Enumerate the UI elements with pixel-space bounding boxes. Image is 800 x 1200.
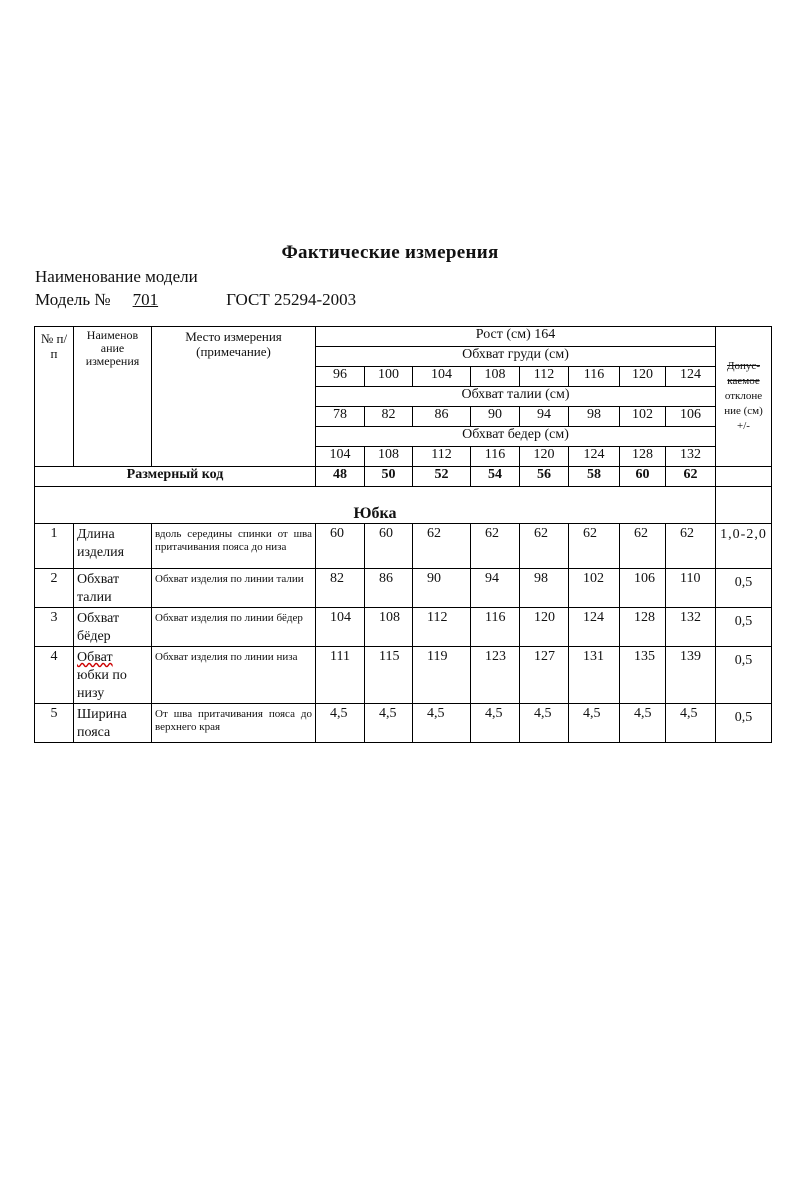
row-name: Обхват талии [74,569,152,608]
table-row [35,569,772,608]
row-value: 4,5 [413,704,471,743]
hips-value: 112 [413,447,471,467]
row-value: 62 [413,524,471,569]
model-no-label: Модель № [35,290,111,309]
row-value: 62 [666,524,716,569]
row-value: 86 [365,569,413,608]
waist-value: 102 [620,407,666,427]
row-value: 4,5 [520,704,569,743]
chest-value: 116 [569,367,620,387]
row-number: 3 [35,608,74,647]
row-value: 62 [569,524,620,569]
row-number: 5 [35,704,74,743]
row-tolerance: 1,0-2,0 [716,524,772,569]
tolerance-c: отклоне ние (см) +/- [724,390,763,432]
row-name-a: Обват [77,650,113,665]
row-value: 4,5 [316,704,365,743]
size-code: 60 [620,467,666,487]
row-value: 128 [620,608,666,647]
row-value: 104 [316,608,365,647]
model-no: 701 [132,290,159,309]
size-code: 58 [569,467,620,487]
row-value: 4,5 [620,704,666,743]
chest-value: 120 [620,367,666,387]
waist-header: Обхват талии (см) [316,387,716,407]
row-value: 62 [520,524,569,569]
col-place-header: Место измерения (примечание) [152,327,316,467]
waist-value: 98 [569,407,620,427]
waist-value: 106 [666,407,716,427]
chest-value: 104 [413,367,471,387]
row-name: Ширина пояса [74,704,152,743]
chest-value: 96 [316,367,365,387]
size-code-label: Размерный код [35,467,316,487]
tolerance-header [716,327,772,467]
row-value: 82 [316,569,365,608]
row-value: 62 [620,524,666,569]
row-value: 115 [365,647,413,704]
row-value: 116 [471,608,520,647]
row-value: 112 [413,608,471,647]
table-row [35,524,772,569]
row-place: От шва притачивания пояса до верхнего края [152,704,316,743]
model-name-label: Наименование модели [35,267,198,286]
waist-value: 78 [316,407,365,427]
size-code-row [35,467,772,487]
row-place: Обхват изделия по линии талии [152,569,316,608]
row-value: 94 [471,569,520,608]
row-value: 127 [520,647,569,704]
gost-label: ГОСТ 25294-2003 [226,290,357,309]
row-value: 119 [413,647,471,704]
chest-header: Обхват груди (см) [316,347,716,367]
tolerance-a: Допус- [727,360,760,372]
row-value: 110 [666,569,716,608]
row-value: 4,5 [365,704,413,743]
hips-value: 120 [520,447,569,467]
model-line [35,290,356,310]
size-code: 50 [365,467,413,487]
row-value: 124 [569,608,620,647]
row-place: Обхват изделия по линии низа [152,647,316,704]
size-code: 52 [413,467,471,487]
row-value: 4,5 [471,704,520,743]
col-name-header: Наименов ание измерения [74,327,152,467]
hips-value: 104 [316,447,365,467]
chest-value: 108 [471,367,520,387]
row-tolerance: 0,5 [716,704,772,743]
row-value: 102 [569,569,620,608]
document-title: Фактические измерения [281,242,499,263]
section-row [35,487,772,524]
size-code: 62 [666,467,716,487]
hips-value: 124 [569,447,620,467]
row-value: 139 [666,647,716,704]
chest-value: 112 [520,367,569,387]
waist-value: 94 [520,407,569,427]
table-row [35,608,772,647]
row-name: Длина изделия [74,524,152,569]
row-value: 120 [520,608,569,647]
row-value: 108 [365,608,413,647]
waist-value: 82 [365,407,413,427]
header-row-height [35,327,772,347]
row-number: 4 [35,647,74,704]
row-value: 132 [666,608,716,647]
waist-value: 86 [413,407,471,427]
col-no-header: № п/п [35,327,74,467]
row-number: 2 [35,569,74,608]
row-tolerance: 0,5 [716,647,772,704]
row-tolerance: 0,5 [716,608,772,647]
row-value: 60 [365,524,413,569]
hips-value: 132 [666,447,716,467]
tolerance-b: каемое [727,375,760,387]
size-code: 56 [520,467,569,487]
chest-value: 124 [666,367,716,387]
waist-value: 90 [471,407,520,427]
size-code: 48 [316,467,365,487]
table-row [35,704,772,743]
hips-header: Обхват бедер (см) [316,427,716,447]
row-tolerance: 0,5 [716,569,772,608]
hips-value: 128 [620,447,666,467]
row-value: 98 [520,569,569,608]
row-place: вдоль середины спинки от шва притачивания пояса до низа [152,524,316,569]
row-value: 62 [471,524,520,569]
size-code: 54 [471,467,520,487]
row-value: 4,5 [666,704,716,743]
row-value: 4,5 [569,704,620,743]
row-value: 106 [620,569,666,608]
row-name: Обхват бёдер [74,608,152,647]
table-row [35,647,772,704]
row-value: 90 [413,569,471,608]
row-name [74,647,152,704]
chest-value: 100 [365,367,413,387]
row-number: 1 [35,524,74,569]
hips-value: 108 [365,447,413,467]
row-name-b: юбки по низу [77,668,127,701]
section-title: Юбка [35,487,716,524]
height-header: Рост (см) 164 [316,327,716,347]
row-value: 111 [316,647,365,704]
row-value: 60 [316,524,365,569]
row-value: 123 [471,647,520,704]
measurements-table [34,326,772,743]
row-value: 131 [569,647,620,704]
row-place: Обхват изделия по линии бёдер [152,608,316,647]
row-value: 135 [620,647,666,704]
hips-value: 116 [471,447,520,467]
